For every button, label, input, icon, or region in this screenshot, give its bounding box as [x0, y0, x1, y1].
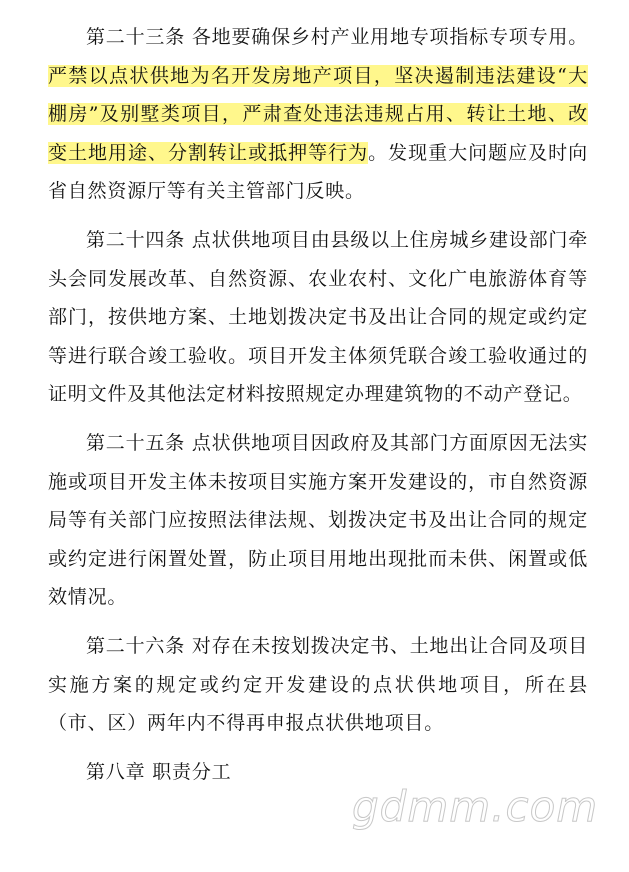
article-23-text-end: 。发现重大问题应及时向省自然资源厅等有关主管部门反映。 [48, 141, 588, 203]
article-25-paragraph: 第二十五条 点状供地项目因政府及其部门方面原因无法实施或项目开发主体未按项目实施方案开发建设的，市自然资源局等有关部门应按照法律法规、划拨决定书及出让合同的规定或约定进行闲置处置，防止项目用地出现批而未供、闲置或低效情况。 [48, 431, 588, 609]
watermark-logo: gdmm.com [352, 782, 599, 831]
article-26-paragraph: 第二十六条 对存在未按划拨决定书、土地出让合同及项目实施方案的规定或约定开发建设的点状供地项目，所在县（市、区）两年内不得再申报点状供地项目。 [48, 634, 588, 735]
article-23-text-start: 第二十三条 各地要确保乡村产业用地专项指标专项专用。 [86, 26, 588, 48]
article-23-highlighted-text: 严禁以点状供地为名开发房地产项目，坚决遏制违法建设“大棚房”及别墅类项目，严肃查处违法违规占用、转让土地、改变土地用途、分割转让或抵押等行为 [48, 64, 588, 164]
chapter-heading: 第八章 职责分工 [86, 760, 232, 783]
article-23-paragraph [48, 18, 588, 211]
article-24-paragraph: 第二十四条 点状供地项目由县级以上住房城乡建设部门牵头会同发展改革、自然资源、农业农村、文化广电旅游体育等部门，按供地方案、土地划拨决定书及出让合同的规定或约定等进行联合竣工验收。项目开发主体须凭联合竣工验收通过的证明文件及其他法定材料按照规定办理建筑物的不动产登记。 [48, 228, 588, 406]
document-page [48, 18, 588, 791]
